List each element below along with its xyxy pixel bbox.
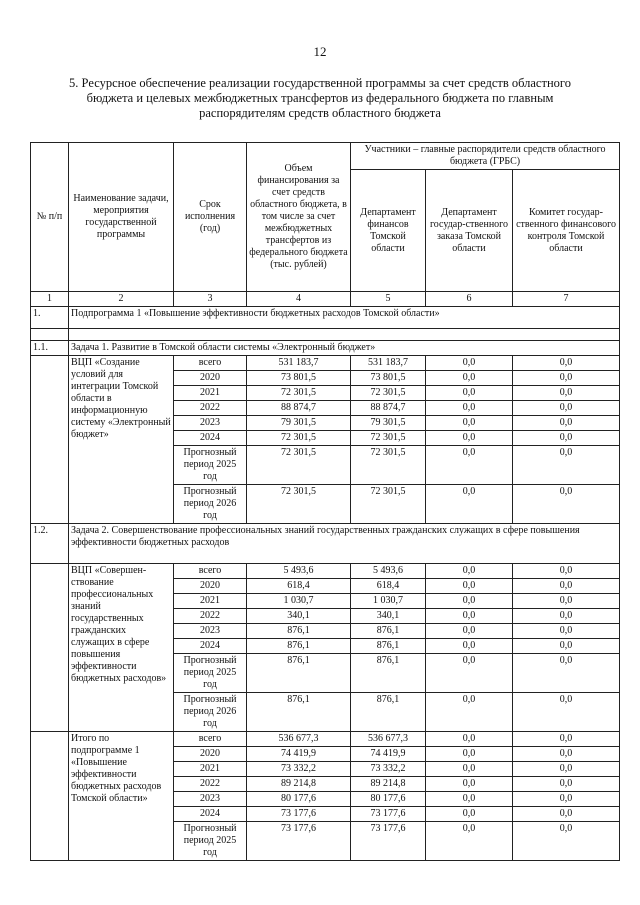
dep-zakaz-cell: 0,0 xyxy=(426,446,513,485)
kom-cell: 0,0 xyxy=(513,693,620,732)
empty-num-cell xyxy=(31,732,69,861)
kom-cell: 0,0 xyxy=(513,594,620,609)
dep-fin-cell: 74 419,9 xyxy=(351,747,426,762)
kom-cell: 0,0 xyxy=(513,446,620,485)
period-cell: всего xyxy=(174,564,247,579)
dep-fin-cell: 73 332,2 xyxy=(351,762,426,777)
volume-cell: 340,1 xyxy=(247,609,351,624)
kom-cell: 0,0 xyxy=(513,356,620,371)
volume-cell: 73 801,5 xyxy=(247,371,351,386)
period-cell: Прогнозный период 2026 год xyxy=(174,485,247,524)
task-num: 1.2. xyxy=(31,524,69,564)
spacer-cell xyxy=(31,329,69,341)
period-cell: 2020 xyxy=(174,371,247,386)
kom-cell: 0,0 xyxy=(513,654,620,693)
column-numbers-row xyxy=(31,292,620,307)
dep-fin-cell: 618,4 xyxy=(351,579,426,594)
column-number: 2 xyxy=(69,292,174,307)
dep-zakaz-cell: 0,0 xyxy=(426,654,513,693)
volume-cell: 1 030,7 xyxy=(247,594,351,609)
dep-fin-cell: 79 301,5 xyxy=(351,416,426,431)
volume-cell: 89 214,8 xyxy=(247,777,351,792)
dep-fin-cell: 340,1 xyxy=(351,609,426,624)
header-participants: Участники – главные распорядители средств областного бюджета (ГРБС) xyxy=(351,143,620,170)
period-cell: Прогнозный период 2025 год xyxy=(174,822,247,861)
header-term: Срок исполнения (год) xyxy=(174,143,247,292)
table-row xyxy=(31,564,620,579)
period-cell: Прогнозный период 2025 год xyxy=(174,654,247,693)
kom-cell: 0,0 xyxy=(513,639,620,654)
kom-cell: 0,0 xyxy=(513,564,620,579)
page-title: 5. Ресурсное обеспечение реализации государственной программы за счет средств областного бюджета и целевых межбюджетных трансфертов из федерального бюджета по главным распорядителям средств областного бюджета xyxy=(69,76,571,120)
period-cell: 2023 xyxy=(174,624,247,639)
task-title: Задача 1. Развитие в Томской области системы «Электронный бюджет» xyxy=(69,341,620,356)
dep-fin-cell: 876,1 xyxy=(351,624,426,639)
dep-zakaz-cell: 0,0 xyxy=(426,609,513,624)
header-name: Наименование задачи, мероприятия государственной программы xyxy=(69,143,174,292)
budget-table xyxy=(30,142,620,861)
volume-cell: 72 301,5 xyxy=(247,431,351,446)
dep-zakaz-cell: 0,0 xyxy=(426,401,513,416)
period-cell: 2023 xyxy=(174,416,247,431)
dep-zakaz-cell: 0,0 xyxy=(426,822,513,861)
dep-zakaz-cell: 0,0 xyxy=(426,732,513,747)
dep-zakaz-cell: 0,0 xyxy=(426,639,513,654)
task-num: 1.1. xyxy=(31,341,69,356)
dep-zakaz-cell: 0,0 xyxy=(426,693,513,732)
period-cell: 2020 xyxy=(174,579,247,594)
task-title-row xyxy=(31,524,620,564)
dep-fin-cell: 72 301,5 xyxy=(351,386,426,401)
header-dep-zakaz: Департамент государ-ственного заказа Томской области xyxy=(426,170,513,292)
period-cell: 2022 xyxy=(174,777,247,792)
kom-cell: 0,0 xyxy=(513,431,620,446)
kom-cell: 0,0 xyxy=(513,792,620,807)
period-cell: 2021 xyxy=(174,386,247,401)
dep-fin-cell: 536 677,3 xyxy=(351,732,426,747)
dep-zakaz-cell: 0,0 xyxy=(426,594,513,609)
period-cell: 2023 xyxy=(174,792,247,807)
volume-cell: 876,1 xyxy=(247,654,351,693)
table-row xyxy=(31,356,620,371)
table-row xyxy=(31,732,620,747)
volume-cell: 618,4 xyxy=(247,579,351,594)
dep-fin-cell: 72 301,5 xyxy=(351,446,426,485)
dep-fin-cell: 73 177,6 xyxy=(351,807,426,822)
dep-zakaz-cell: 0,0 xyxy=(426,356,513,371)
dep-fin-cell: 876,1 xyxy=(351,639,426,654)
kom-cell: 0,0 xyxy=(513,624,620,639)
volume-cell: 536 677,3 xyxy=(247,732,351,747)
dep-zakaz-cell: 0,0 xyxy=(426,485,513,524)
dep-fin-cell: 80 177,6 xyxy=(351,792,426,807)
task-title: Задача 2. Совершенствование профессиональных знаний государственных гражданских служащих в сфере повышения эффективности бюджетных расходов xyxy=(69,524,620,564)
dep-zakaz-cell: 0,0 xyxy=(426,371,513,386)
kom-cell: 0,0 xyxy=(513,416,620,431)
dep-zakaz-cell: 0,0 xyxy=(426,564,513,579)
period-cell: 2021 xyxy=(174,594,247,609)
kom-cell: 0,0 xyxy=(513,371,620,386)
header-row xyxy=(31,143,620,170)
page-number: 12 xyxy=(313,44,327,59)
column-number: 7 xyxy=(513,292,620,307)
period-cell: 2022 xyxy=(174,609,247,624)
dep-zakaz-cell: 0,0 xyxy=(426,416,513,431)
kom-cell: 0,0 xyxy=(513,609,620,624)
volume-cell: 876,1 xyxy=(247,639,351,654)
dep-zakaz-cell: 0,0 xyxy=(426,807,513,822)
dep-zakaz-cell: 0,0 xyxy=(426,747,513,762)
kom-cell: 0,0 xyxy=(513,579,620,594)
dep-zakaz-cell: 0,0 xyxy=(426,579,513,594)
volume-cell: 80 177,6 xyxy=(247,792,351,807)
volume-cell: 876,1 xyxy=(247,624,351,639)
kom-cell: 0,0 xyxy=(513,732,620,747)
period-cell: 2021 xyxy=(174,762,247,777)
dep-fin-cell: 876,1 xyxy=(351,654,426,693)
volume-cell: 88 874,7 xyxy=(247,401,351,416)
kom-cell: 0,0 xyxy=(513,386,620,401)
volume-cell: 79 301,5 xyxy=(247,416,351,431)
period-cell: Прогнозный период 2026 год xyxy=(174,693,247,732)
volume-cell: 73 177,6 xyxy=(247,807,351,822)
period-cell: всего xyxy=(174,356,247,371)
volume-cell: 72 301,5 xyxy=(247,446,351,485)
volume-cell: 72 301,5 xyxy=(247,386,351,401)
dep-fin-cell: 1 030,7 xyxy=(351,594,426,609)
volume-cell: 72 301,5 xyxy=(247,485,351,524)
activity-name: ВЦП «Создание условий для интеграции Томской области в информационную систему «Электронный бюджет» xyxy=(69,356,174,524)
period-cell: Прогнозный период 2025 год xyxy=(174,446,247,485)
kom-cell: 0,0 xyxy=(513,762,620,777)
header-kom: Комитет государ-ственного финансового контроля Томской области xyxy=(513,170,620,292)
period-cell: 2024 xyxy=(174,639,247,654)
dep-zakaz-cell: 0,0 xyxy=(426,762,513,777)
period-cell: 2024 xyxy=(174,807,247,822)
dep-fin-cell: 5 493,6 xyxy=(351,564,426,579)
header-num: № п/п xyxy=(31,143,69,292)
column-number: 6 xyxy=(426,292,513,307)
kom-cell: 0,0 xyxy=(513,822,620,861)
volume-cell: 73 177,6 xyxy=(247,822,351,861)
header-volume: Объем финансирования за счет средств областного бюджета, в том числе за счет межбюджетных трансфертов из федерального бюджета (тыс. рублей) xyxy=(247,143,351,292)
dep-fin-cell: 73 801,5 xyxy=(351,371,426,386)
volume-cell: 74 419,9 xyxy=(247,747,351,762)
empty-num-cell xyxy=(31,356,69,524)
column-number: 3 xyxy=(174,292,247,307)
subprogram-row xyxy=(31,307,620,329)
dep-zakaz-cell: 0,0 xyxy=(426,777,513,792)
dep-zakaz-cell: 0,0 xyxy=(426,624,513,639)
empty-num-cell xyxy=(31,564,69,732)
period-cell: 2022 xyxy=(174,401,247,416)
dep-fin-cell: 72 301,5 xyxy=(351,485,426,524)
kom-cell: 0,0 xyxy=(513,401,620,416)
spacer-cell xyxy=(69,329,620,341)
dep-fin-cell: 89 214,8 xyxy=(351,777,426,792)
volume-cell: 73 332,2 xyxy=(247,762,351,777)
header-dep-fin: Департамент финансов Томской области xyxy=(351,170,426,292)
kom-cell: 0,0 xyxy=(513,485,620,524)
period-cell: 2020 xyxy=(174,747,247,762)
dep-fin-cell: 531 183,7 xyxy=(351,356,426,371)
kom-cell: 0,0 xyxy=(513,777,620,792)
period-cell: 2024 xyxy=(174,431,247,446)
volume-cell: 876,1 xyxy=(247,693,351,732)
dep-fin-cell: 72 301,5 xyxy=(351,431,426,446)
dep-zakaz-cell: 0,0 xyxy=(426,792,513,807)
activity-name: ВЦП «Совершен-ствование профессиональных знаний государственных гражданских служащих в сфере повышения эффективности бюджетных расходов» xyxy=(69,564,174,732)
column-number: 4 xyxy=(247,292,351,307)
kom-cell: 0,0 xyxy=(513,747,620,762)
dep-zakaz-cell: 0,0 xyxy=(426,386,513,401)
period-cell: всего xyxy=(174,732,247,747)
subprogram-title: Подпрограмма 1 «Повышение эффективности бюджетных расходов Томской области» xyxy=(69,307,620,329)
dep-zakaz-cell: 0,0 xyxy=(426,431,513,446)
kom-cell: 0,0 xyxy=(513,807,620,822)
spacer-row xyxy=(31,329,620,341)
subprogram-num: 1. xyxy=(31,307,69,329)
dep-fin-cell: 73 177,6 xyxy=(351,822,426,861)
column-number: 5 xyxy=(351,292,426,307)
column-number: 1 xyxy=(31,292,69,307)
dep-fin-cell: 876,1 xyxy=(351,693,426,732)
task-title-row xyxy=(31,341,620,356)
volume-cell: 5 493,6 xyxy=(247,564,351,579)
volume-cell: 531 183,7 xyxy=(247,356,351,371)
dep-fin-cell: 88 874,7 xyxy=(351,401,426,416)
activity-name: Итого по подпрограмме 1 «Повышение эффективности бюджетных расходов Томской области» xyxy=(69,732,174,861)
